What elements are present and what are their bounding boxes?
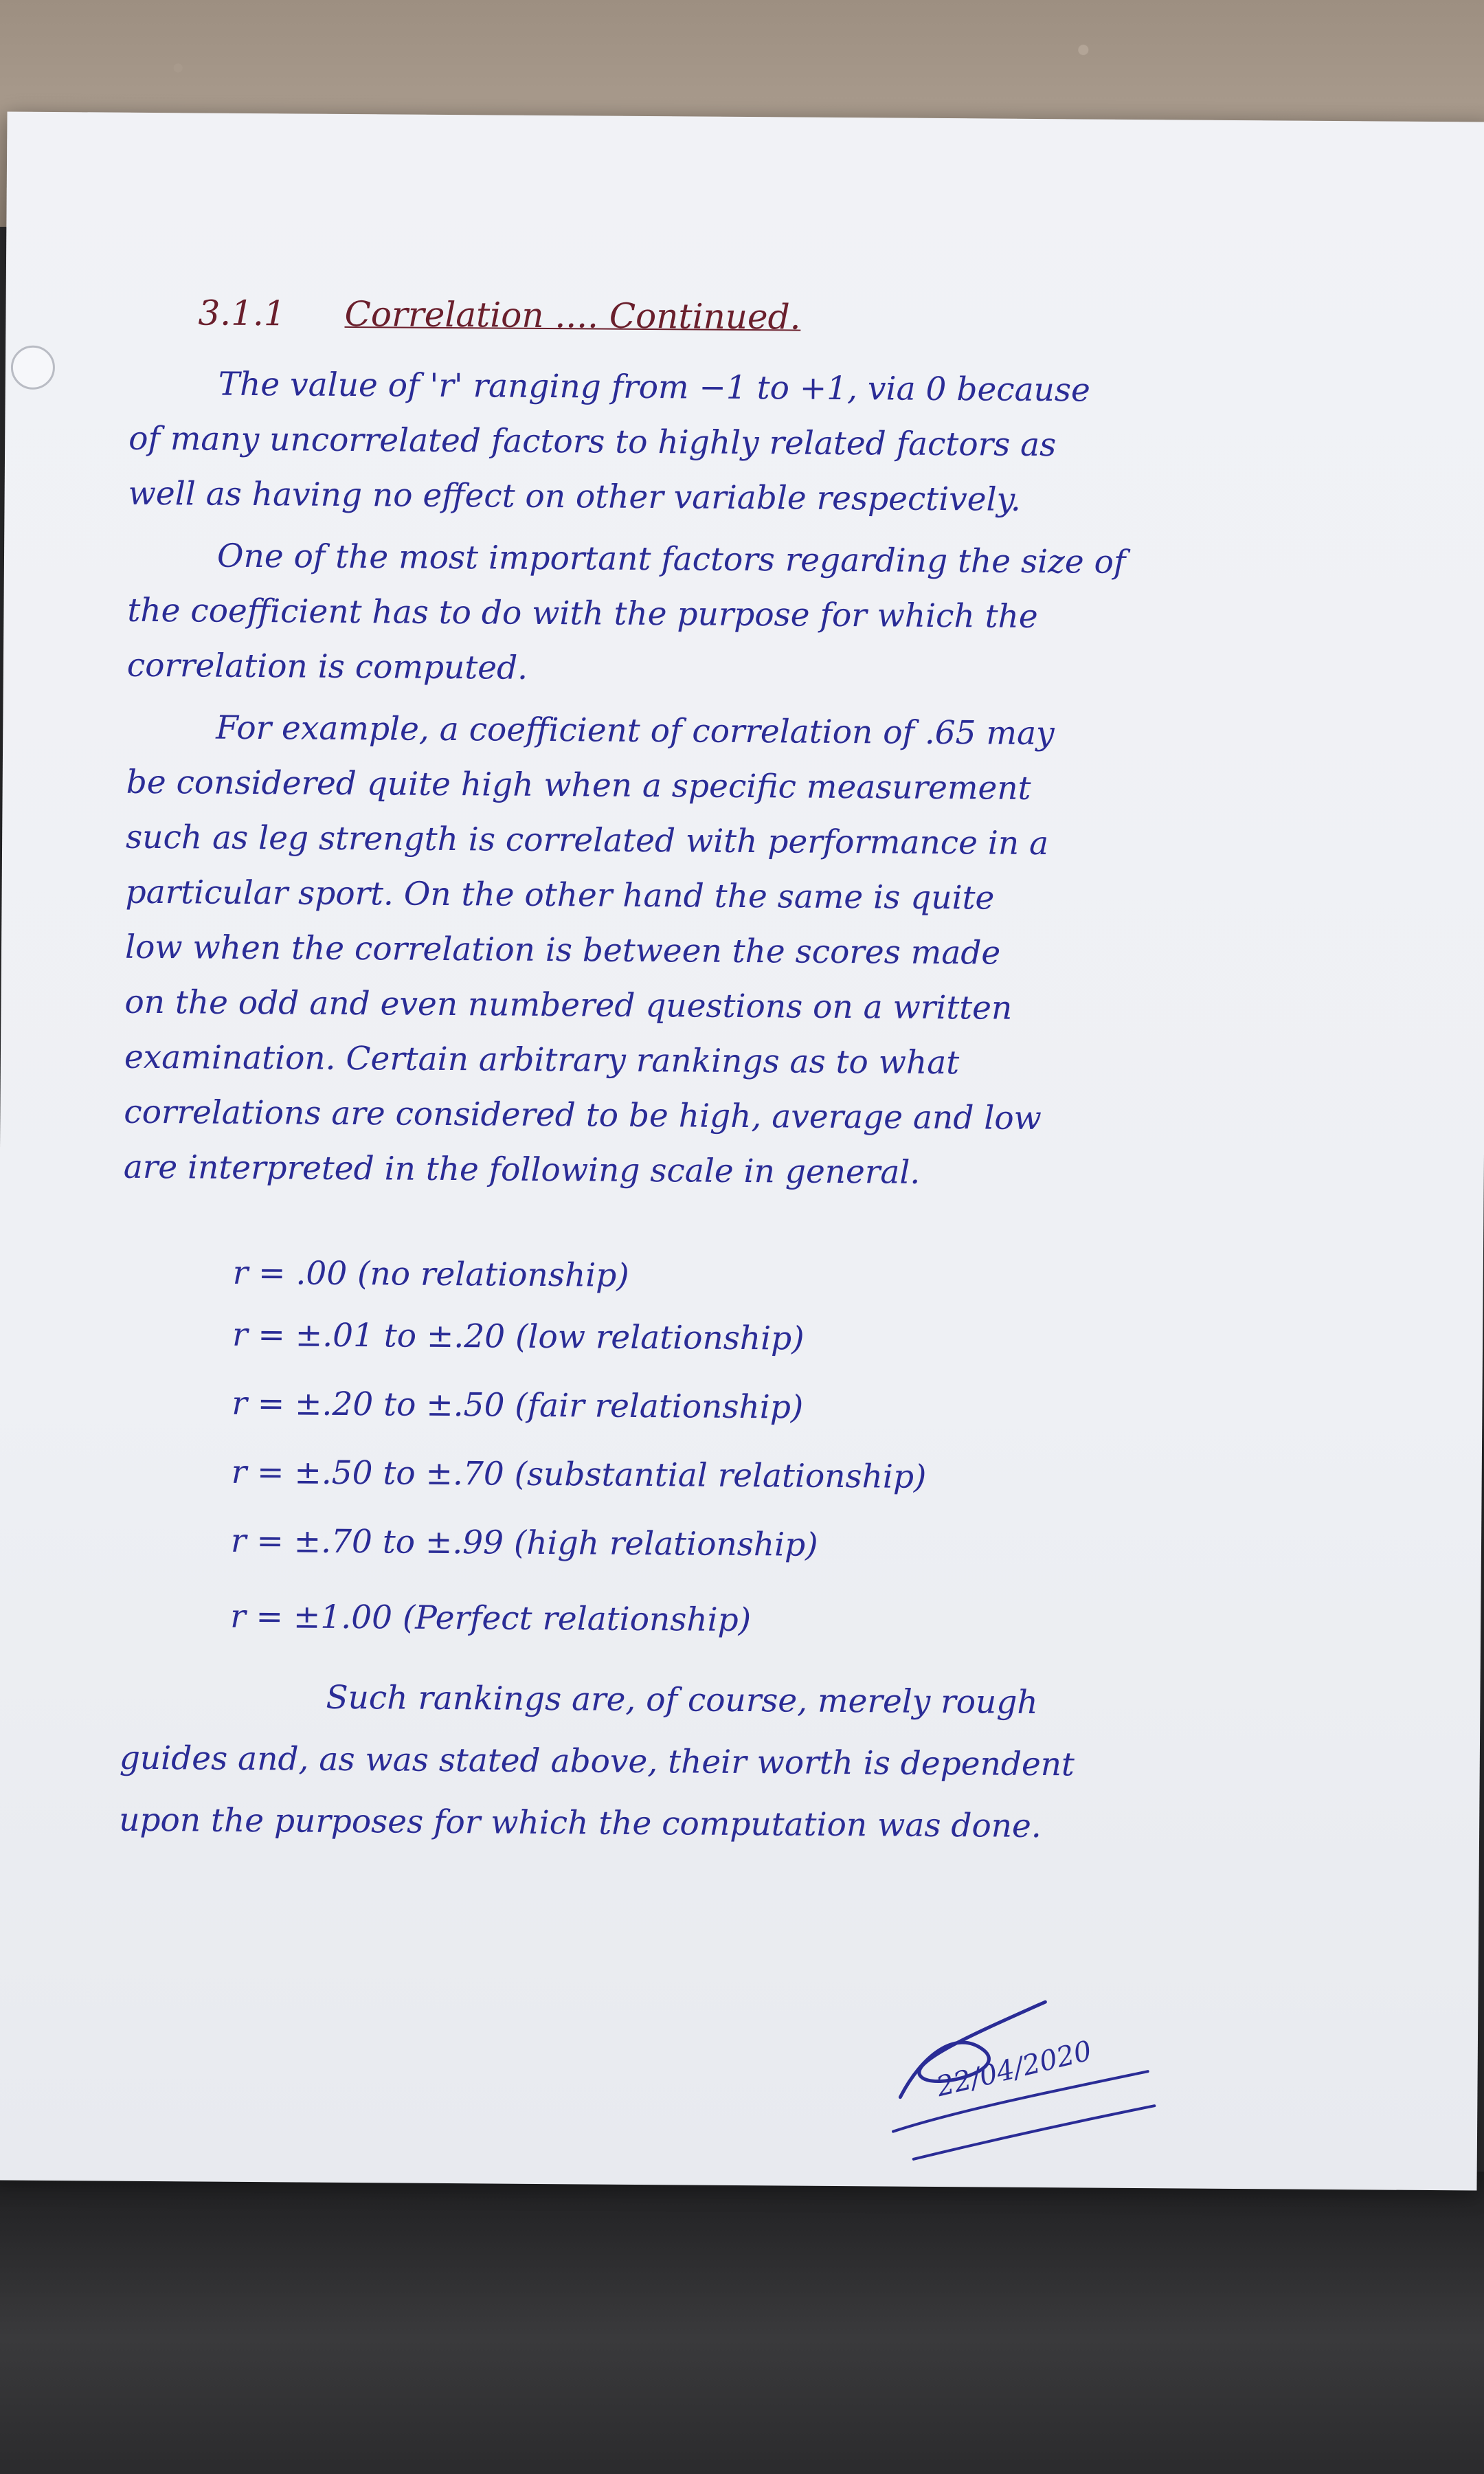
scale-item: r = ±.20 to ±.50 (fair relationship) xyxy=(232,1384,804,1427)
text-line: low when the correlation is between the scores made xyxy=(124,928,1001,972)
text-line: well as having no effect on other variable respectively. xyxy=(128,474,1022,519)
scale-item: r = .00 (no relationship) xyxy=(232,1253,629,1295)
dark-background xyxy=(0,2172,1484,2474)
scale-item: r = ±.50 to ±.70 (substantial relationship) xyxy=(231,1453,927,1496)
text-line: on the odd and even numbered questions on a written xyxy=(124,983,1013,1027)
text-line: the coefficient has to do with the purpose for which the xyxy=(127,591,1038,636)
text-line: correlation is computed. xyxy=(126,646,528,687)
text-line: be considered quite high when a specific measurement xyxy=(126,763,1031,807)
text-line: such as leg strength is correlated with performance in a xyxy=(125,818,1049,863)
handwritten-page xyxy=(0,111,1484,2190)
text-line: One of the most important factors regarding the size of xyxy=(216,537,1126,581)
text-line: correlations are considered to be high, average and low xyxy=(124,1093,1042,1138)
text-line: of many uncorrelated factors to highly related factors as xyxy=(128,419,1057,465)
text-line: examination. Certain arbitrary rankings as to what xyxy=(124,1038,960,1082)
text-line: are interpreted in the following scale in general. xyxy=(123,1148,921,1192)
scale-item: r = ±.01 to ±.20 (low relationship) xyxy=(232,1315,805,1358)
section-number: 3.1.1 xyxy=(198,293,286,334)
text-line: For example, a coefficient of correlation of .65 may xyxy=(216,709,1055,753)
text-line: upon the purposes for which the computation was done. xyxy=(118,1801,1042,1846)
text-line: particular sport. On the other hand the same is quite xyxy=(125,873,995,917)
text-line: guides and, as was stated above, their worth is dependent xyxy=(119,1739,1075,1784)
section-title: Correlation .... Continued. xyxy=(344,293,801,337)
text-line: Such rankings are, of course, merely rough xyxy=(326,1678,1038,1722)
scale-item: r = ±1.00 (Perfect relationship) xyxy=(230,1597,752,1640)
punch-hole xyxy=(11,346,55,390)
scale-item: r = ±.70 to ±.99 (high relationship) xyxy=(230,1522,818,1564)
section-heading xyxy=(198,293,800,337)
signature-date: 22/04/2020 xyxy=(933,2035,1095,2104)
text-line: The value of 'r' ranging from −1 to +1, via 0 because xyxy=(218,365,1091,410)
